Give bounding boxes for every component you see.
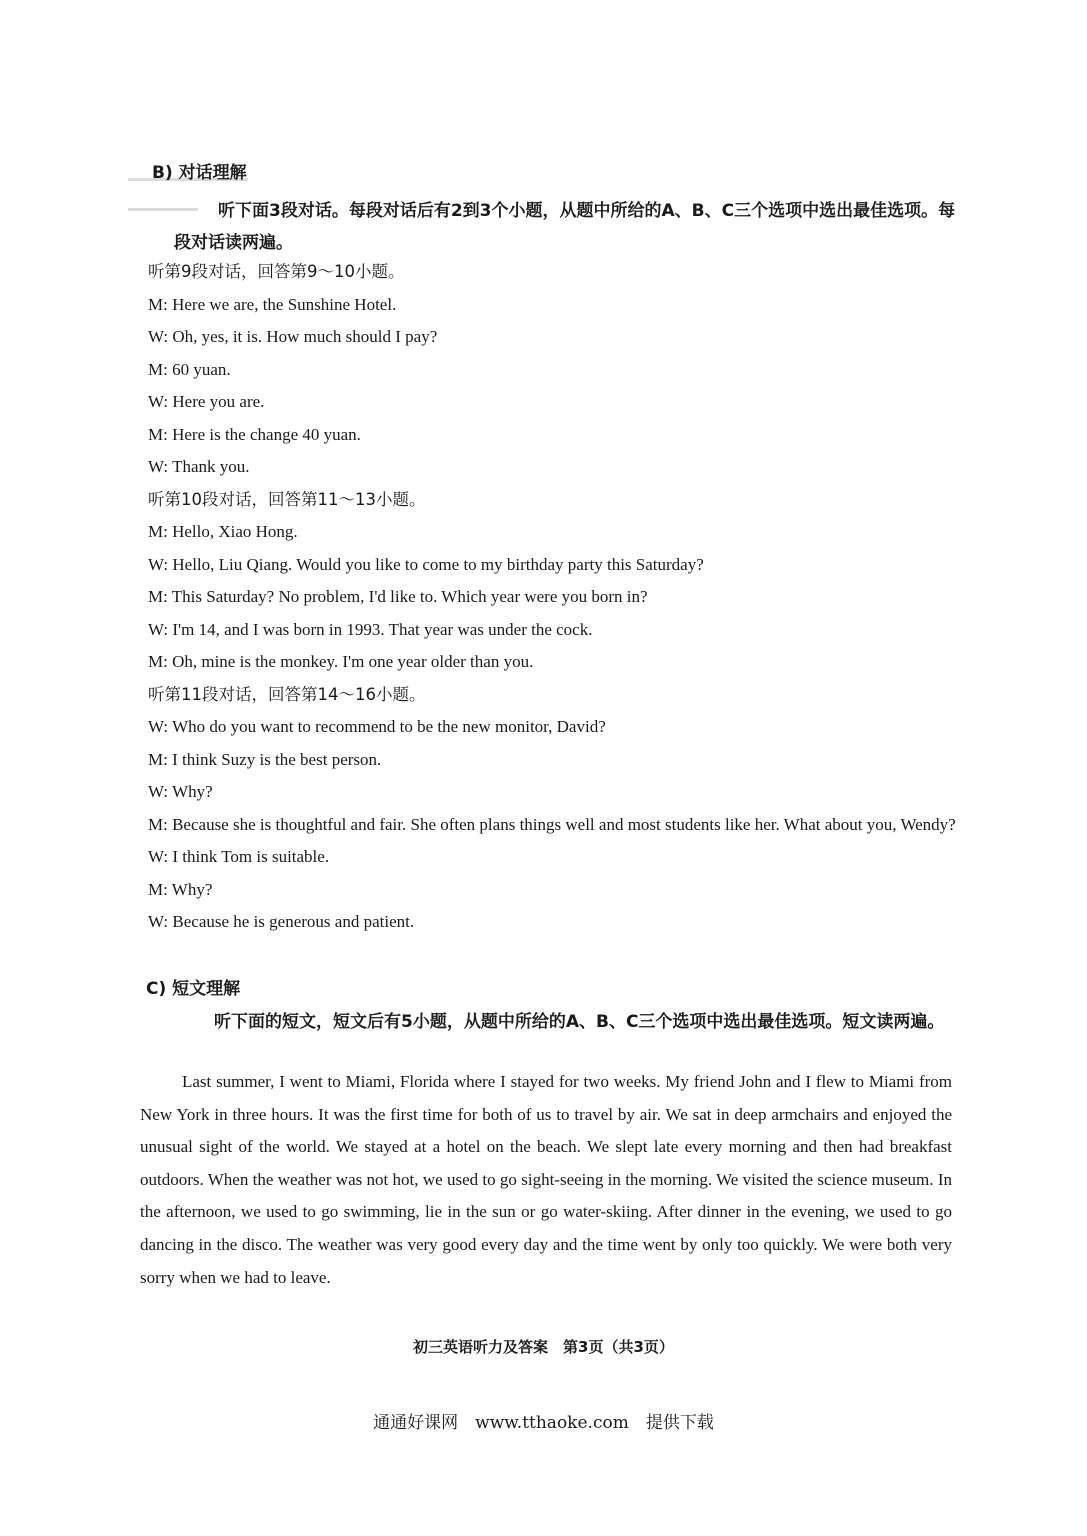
dialogue-transcript	[148, 256, 958, 939]
section-c-instruction: 听下面的短文，短文后有5小题，从题中所给的A、B、C三个选项中选出最佳选项。短文读两遍。	[214, 1012, 945, 1032]
dialogue-section-label: 听第11段对话，回答第14～16小题。	[148, 684, 426, 704]
dialogue-section-label: 听第10段对话，回答第11～13小题。	[148, 489, 426, 509]
dialogue-line: M: Because she is thoughtful and fair. She often plans things well and most students like her. What about you, Wendy?	[148, 814, 956, 834]
section-c-heading: C) 短文理解	[146, 979, 241, 999]
dialogue-line: M: Oh, mine is the monkey. I'm one year older than you.	[148, 652, 534, 671]
dialogue-line: W: I think Tom is suitable.	[148, 847, 330, 866]
dialogue-line: W: Because he is generous and patient.	[148, 912, 415, 931]
dialogue-line: M: Hello, Xiao Hong.	[148, 522, 298, 541]
dialogue-line: M: 60 yuan.	[148, 359, 231, 379]
dialogue-line: W: I'm 14, and I was born in 1993. That year was under the cock.	[148, 619, 593, 639]
page-footer: 初三英语听力及答案 第3页（共3页）	[413, 1338, 674, 1356]
dialogue-line: W: Who do you want to recommend to be the new monitor, David?	[148, 717, 606, 736]
dialogue-line: W: Thank you.	[148, 457, 250, 476]
dialogue-line: M: Here we are, the Sunshine Hotel.	[148, 294, 397, 314]
dialogue-line: W: Hello, Liu Qiang. Would you like to come to my birthday party this Saturday?	[148, 554, 704, 574]
watermark-text: 通通好课网 www.tthaoke.com 提供下载	[373, 1413, 714, 1433]
dialogue-line: M: Why?	[148, 879, 213, 899]
section-b-heading: B) 对话理解	[152, 163, 247, 183]
dialogue-line: W: Here you are.	[148, 392, 265, 411]
dialogue-section-label: 听第9段对话，回答第9～10小题。	[148, 262, 405, 281]
section-b-instruction: 听下面3段对话。每段对话后有2到3个小题，从题中所给的A、B、C三个选项中选出最佳选项。每段对话读两遍。	[174, 201, 956, 253]
dialogue-line: W: Why?	[148, 782, 213, 801]
dialogue-line: M: This Saturday? No problem, I'd like to. Which year were you born in?	[148, 587, 648, 606]
passage-text: Last summer, I went to Miami, Florida where I stayed for two weeks. My friend John and I flew to Miami from New York in three hours. It was the first time for both of us to travel by air. We sat in deep armchairs and enjoyed the unusual sight of the world. We stayed at a hotel on the beach. We slept late every morning and then had breakfast outdoors. When the weather was not hot, we used to go sight-seeing in the morning. We visited the science museum. In the afternoon, we used to go swimming, lie in the sun or go water-skiing. After dinner in the evening, we used to go dancing in the disco. The weather was very good every day and the time went by only too quickly. We were both very sorry when we had to leave.	[140, 1072, 952, 1287]
dialogue-line: W: Oh, yes, it is. How much should I pay?	[148, 327, 438, 346]
dialogue-line: M: I think Suzy is the best person.	[148, 749, 382, 769]
dialogue-line: M: Here is the change 40 yuan.	[148, 424, 361, 444]
